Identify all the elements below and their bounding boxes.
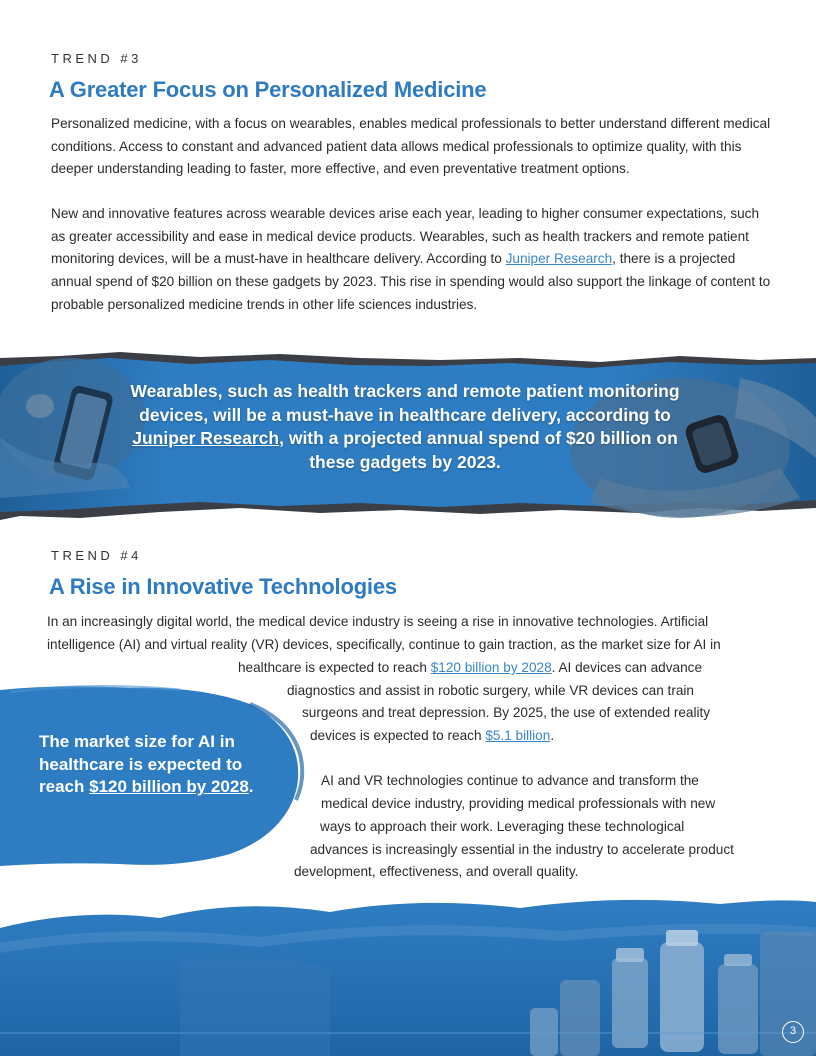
- trend-3-title: A Greater Focus on Personalized Medicine: [49, 77, 487, 102]
- bottom-lab-image: [0, 888, 816, 1056]
- trend-4-line-8: medical device industry, providing medical professionals with new: [321, 796, 716, 811]
- callout-quote: [39, 731, 269, 799]
- trend-4-eyebrow: TREND #4: [51, 548, 142, 563]
- page-number: 3: [782, 1021, 804, 1043]
- callout-text: .: [248, 777, 254, 797]
- quote-text: , with a projected annual spend of $20 billion on these gadgets by 2023.: [279, 428, 678, 472]
- trend-4-line-6: [310, 725, 554, 748]
- line-text: . AI devices can advance: [551, 660, 703, 675]
- trend-4-line-2: intelligence (AI) and virtual reality (VR) devices, specifically, continue to gain traction, as the market size for AI in: [47, 637, 721, 652]
- trend-3-paragraph-2: [51, 203, 776, 317]
- trend-4-line-3: [238, 657, 702, 680]
- quote-text: Wearables, such as health trackers and remote patient monitoring devices, will be a must-have in healthcare delivery, according to: [130, 381, 680, 425]
- trend-3-eyebrow: TREND #3: [51, 51, 142, 66]
- trend-4-line-11: development, effectiveness, and overall quality.: [294, 864, 579, 879]
- banner-quote: [120, 380, 690, 474]
- trend-4-line-4: diagnostics and assist in robotic surgery, while VR devices can train: [287, 683, 694, 698]
- ai-market-link[interactable]: $120 billion by 2028: [430, 660, 552, 675]
- juniper-research-link[interactable]: Juniper Research: [505, 251, 613, 267]
- trend-4-line-7: AI and VR technologies continue to advance and transform the: [321, 773, 699, 788]
- line-text: healthcare is expected to reach: [238, 660, 431, 675]
- paragraph-text: , there is a projected annual spend of $20 billion on these gadgets by 2023. This rise in spending would also support the linkage of content to probable personalized medicine trends in other life sciences industries.: [51, 251, 771, 312]
- trend-3-paragraph-1: Personalized medicine, with a focus on wearables, enables medical professionals to better understand different medical conditions. Access to constant and advanced patient data allows medical professionals to optimize quality, with this deeper understanding leading to faster, more effective, and even preventative treatment options.: [51, 116, 771, 177]
- banner-juniper-research-link[interactable]: Juniper Research: [132, 428, 280, 448]
- trend-4-line-5: surgeons and treat depression. By 2025, the use of extended reality: [302, 705, 711, 720]
- paragraph-text: New and innovative features across wearable devices arise each year, leading to higher consumer expectations, such as greater accessibility and ease in medical device products. Wearables, such as health trackers and remote patient monitoring devices, will be a must-have in healthcare delivery. According to: [51, 206, 760, 267]
- trend-4-line-1: In an increasingly digital world, the medical device industry is seeing a rise in innovative technologies. Artificial: [47, 614, 709, 629]
- line-text: devices is expected to reach: [310, 728, 486, 743]
- callout-text: The market size for AI in healthcare is expected to reach: [39, 732, 243, 797]
- callout-ai-market-link[interactable]: $120 billion by 2028: [89, 777, 249, 797]
- trend-4-line-10: advances is increasingly essential in the industry to accelerate product: [310, 842, 734, 857]
- trend-4-line-9: ways to approach their work. Leveraging these technological: [320, 819, 685, 834]
- line-text: .: [550, 728, 555, 743]
- xr-market-link[interactable]: $5.1 billion: [485, 728, 551, 743]
- trend-4-title: A Rise in Innovative Technologies: [49, 574, 397, 599]
